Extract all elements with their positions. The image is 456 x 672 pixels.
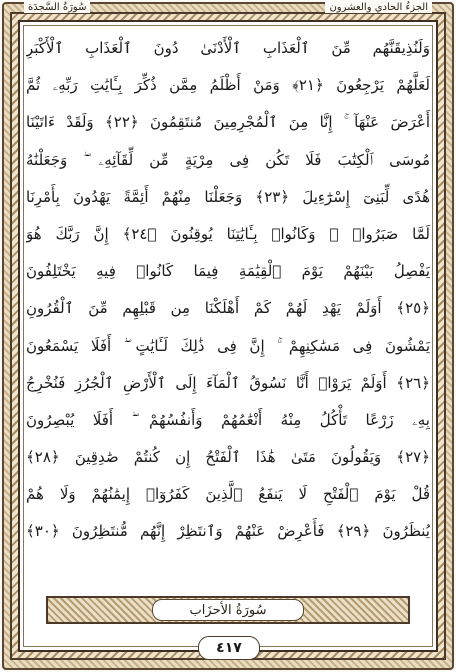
surah-title-band: [46, 596, 410, 624]
surah-label: سُورَةُ السَّجدَة: [24, 2, 90, 13]
text-line: قُلْ يَوْمَ ٱلْفَتْحِ لَا يَنفَعُ ٱلَّذِينَ كَفَرُوٓا۟ إِيمَٰنُهُمْ وَلَا هُمْ: [26, 485, 430, 504]
text-line: ﴿٢٦﴾ أَوَلَمْ يَرَوْا۟ أَنَّا نَسُوقُ ٱلْمَآءَ إِلَى ٱلْأَرْضِ ٱلْجُرُزِ فَنُخْرِجُ: [26, 373, 430, 392]
text-line: يُنظَرُونَ ﴿٢٩﴾ فَأَعْرِضْ عَنْهُمْ وَٱنتَظِرْ إِنَّهُم مُّنتَظِرُونَ ﴿٣٠﴾: [26, 522, 430, 541]
next-surah-title: سُورَةُ الأحزَاب: [189, 602, 267, 618]
juz-label: الجزءُ الحادي والعشرون: [325, 2, 432, 13]
text-line: مُوسَى ٱلْكِتَٰبَ فَلَا تَكُن فِى مِرْيَةٍ مِّن لِّقَآئِهِۦ ۖ وَجَعَلْنَٰهُ: [26, 150, 430, 169]
page-header: [10, 0, 446, 14]
text-line: هُدًى لِّبَنِىٓ إِسْرَٰٓءِيلَ ﴿٢٣﴾ وَجَعَلْنَا مِنْهُمْ أَئِمَّةً يَهْدُونَ بِأَمْرِنَا: [26, 187, 430, 206]
text-line: بِهِۦ زَرْعًا تَأْكُلُ مِنْهُ أَنْعَٰمُهُمْ وَأَنفُسُهُمْ ۖ أَفَلَا يُبْصِرُونَ: [26, 410, 430, 429]
text-line: يَفْصِلُ بَيْنَهُمْ يَوْمَ ٱلْقِيَٰمَةِ فِيمَا كَانُوا۟ فِيهِ يَخْتَلِفُونَ: [26, 262, 430, 281]
text-line: يَمْشُونَ فِى مَسَٰكِنِهِمْ ۚ إِنَّ فِى ذَٰلِكَ لَـَٔايَٰتٍ ۖ أَفَلَا يَسْمَعُونَ: [26, 336, 430, 355]
surah-title-cartouche: [152, 599, 304, 621]
page-number: ٤١٧: [216, 640, 242, 656]
text-line: ﴿٢٥﴾ أَوَلَمْ يَهْدِ لَهُمْ كَمْ أَهْلَكْنَا مِن قَبْلِهِم مِّنَ ٱلْقُرُونِ: [26, 299, 430, 318]
text-line: أَعْرَضَ عَنْهَآ ۚ إِنَّا مِنَ ٱلْمُجْرِمِينَ مُنتَقِمُونَ ﴿٢٢﴾ وَلَقَدْ ءَاتَيْنَا: [26, 113, 430, 132]
page-number-badge: [198, 636, 260, 660]
verse-text-block: [26, 30, 430, 590]
text-line: لَعَلَّهُمْ يَرْجِعُونَ ﴿٢١﴾ وَمَنْ أَظْلَمُ مِمَّن ذُكِّرَ بِـَٔايَٰتِ رَبِّهِۦ ثُمَّ: [26, 76, 430, 95]
text-line: لَمَّا صَبَرُوا۟ ۖ وَكَانُوا۟ بِـَٔايَٰتِنَا يُوقِنُونَ ﴿٢٤﴾ إِنَّ رَبَّكَ هُوَ: [26, 224, 430, 243]
text-line: وَلَنُذِيقَنَّهُم مِّنَ ٱلْعَذَابِ ٱلْأَدْنَىٰ دُونَ ٱلْعَذَابِ ٱلْأَكْبَرِ: [26, 39, 430, 57]
text-line: ﴿٢٧﴾ وَيَقُولُونَ مَتَىٰ هَٰذَا ٱلْفَتْحُ إِن كُنتُمْ صَٰدِقِينَ ﴿٢٨﴾: [26, 448, 430, 467]
